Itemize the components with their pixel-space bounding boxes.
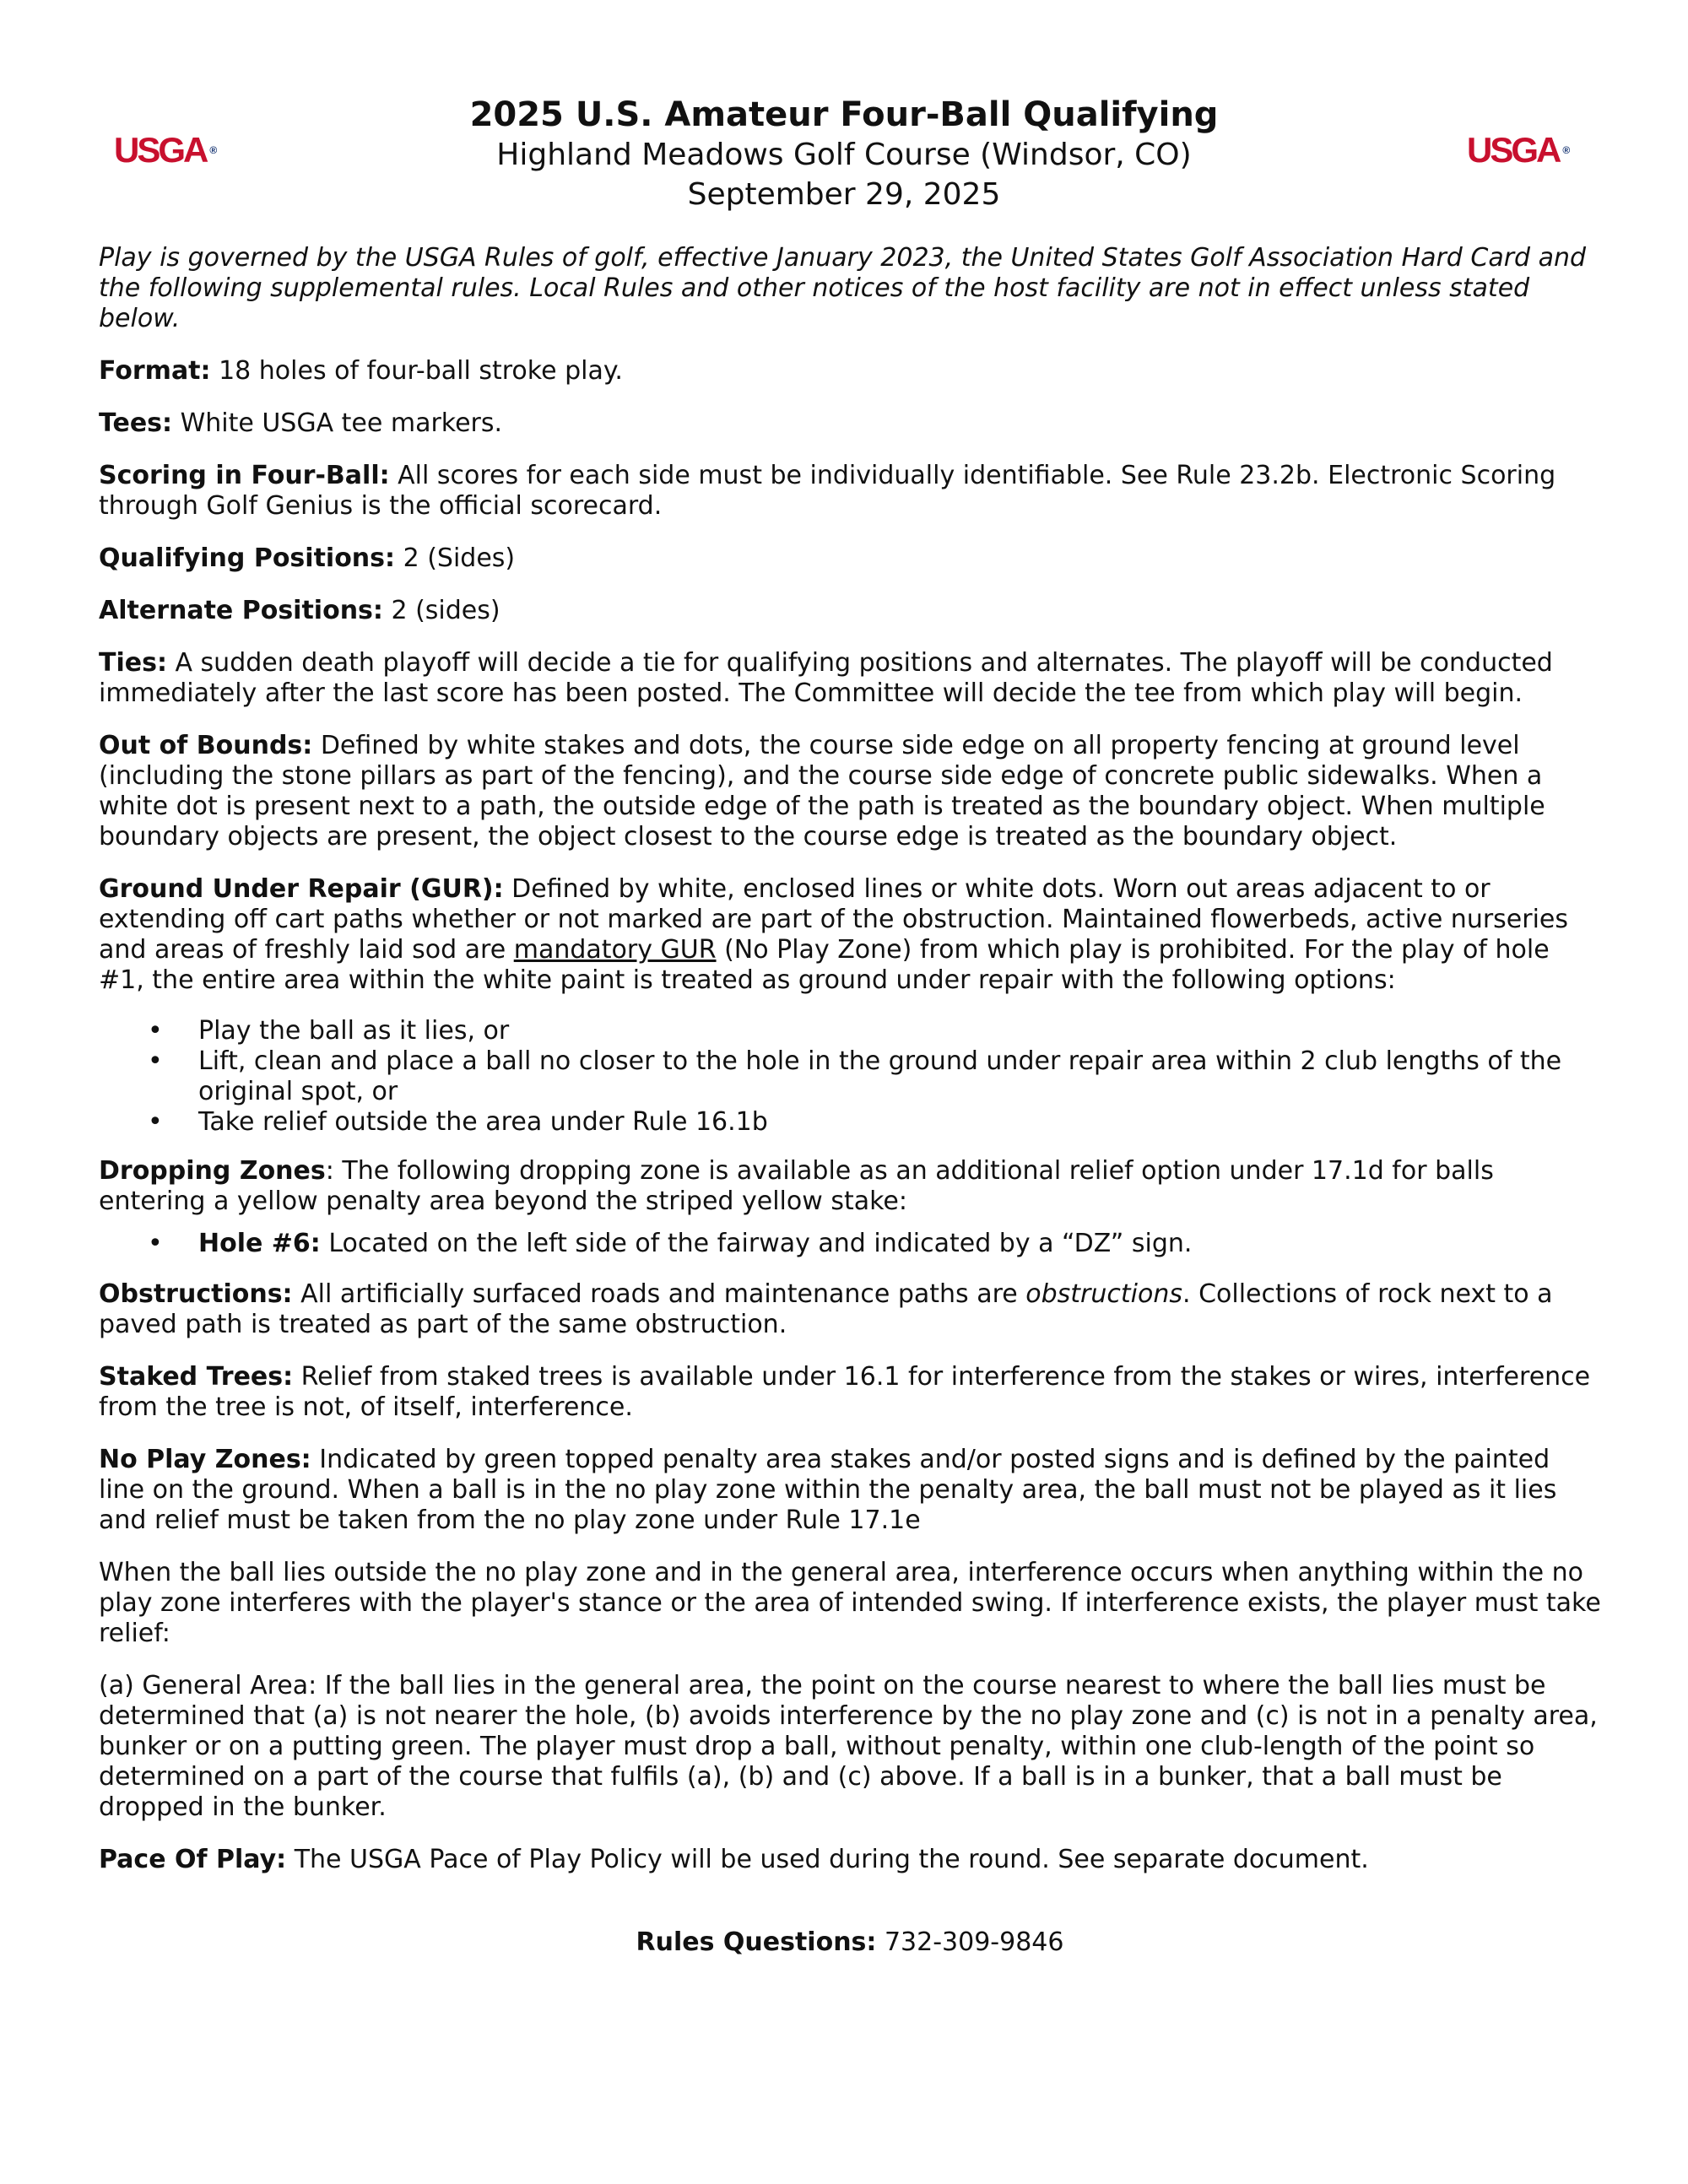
- qualifying-text: 2 (Sides): [395, 543, 516, 573]
- gur-options-list: [99, 1016, 1601, 1138]
- oob-text: Defined by white stakes and dots, the course side edge on all property fencing at ground level (including the stone pillars as part of the fencing), and the course side edge of concrete public sidewalks. When a white dot is present next to a path, the outside edge of the path is treated as the boundary object. When multiple boundary objects are present, the object closest to the course edge is treated as the boundary object.: [99, 731, 1545, 851]
- header: [0, 95, 1688, 230]
- dropping-zone-list: [99, 1229, 1601, 1259]
- dropping-text: : The following dropping zone is available as an additional relief option under 17.1d for balls entering a yellow penalty area beyond the striped yellow stake:: [99, 1156, 1494, 1216]
- rules-questions: [99, 1927, 1601, 1958]
- gur-text-before: Defined by white, enclosed lines or white dots. Worn out areas adjacent to or extending off cart paths whether or not marked are part of the obstruction. Maintained flowerbeds, active nurseries and areas of freshly laid sod are: [99, 874, 1569, 965]
- gur-section: [99, 874, 1601, 996]
- alternate-label: Alternate Positions:: [99, 596, 383, 625]
- tees-section: [99, 408, 1601, 439]
- usga-logo-left: [114, 132, 217, 169]
- intro-paragraph: Play is governed by the USGA Rules of golf, effective January 2023, the United States Golf Association Hard Card and the following supplemental rules. Local Rules and other notices of the host facility are not in effect unless stated below.: [99, 243, 1587, 333]
- ties-section: [99, 648, 1601, 709]
- ties-text: A sudden death playoff will decide a tie for qualifying positions and alternates. The playoff will be conducted immediately after the last score has been posted. The Committee will decide the tee from which play will begin.: [99, 648, 1553, 708]
- staked-trees-label: Staked Trees:: [99, 1362, 294, 1392]
- tees-label: Tees:: [99, 408, 173, 438]
- qualifying-section: [99, 543, 1601, 574]
- scoring-section: [99, 461, 1601, 522]
- staked-trees-text: Relief from staked trees is available under 16.1 for interference from the stakes or wires, interference from the tree is not, of itself, interference.: [99, 1362, 1591, 1422]
- obstructions-italic: obstructions: [1025, 1279, 1182, 1309]
- document-title: 2025 U.S. Amateur Four-Ball Qualifying: [469, 95, 1219, 134]
- registered-mark-icon: ®: [209, 144, 218, 156]
- no-play-zones-paragraph-2: When the ball lies outside the no play zone and in the general area, interference occurs when anything within the no play zone interferes with the player's stance or the area of intended swing. If interference exists, the player must take relief:: [99, 1558, 1601, 1648]
- pace-of-play-section: [99, 1845, 1601, 1875]
- rules-questions-label: Rules Questions:: [636, 1927, 877, 1957]
- format-text: 18 holes of four-ball stroke play.: [210, 356, 623, 386]
- list-item: • Take relief outside the area under Rule 16.1b: [198, 1107, 1601, 1138]
- usga-logo-right-text: USGA: [1467, 130, 1560, 170]
- alternate-section: [99, 596, 1601, 626]
- title-block: [338, 95, 1350, 214]
- oob-label: Out of Bounds:: [99, 731, 313, 760]
- registered-mark-icon: ®: [1562, 144, 1571, 156]
- list-item: • Lift, clean and place a ball no closer to the hole in the ground under repair area within 2 club lengths of the original spot, or: [198, 1046, 1601, 1107]
- rules-content: [99, 243, 1601, 1980]
- no-play-zones-section: [99, 1445, 1601, 1536]
- dropping-label: Dropping Zones: [99, 1156, 326, 1186]
- staked-trees-section: [99, 1362, 1601, 1423]
- no-play-zones-label: No Play Zones:: [99, 1445, 311, 1474]
- scoring-text: All scores for each side must be individually identifiable. See Rule 23.2b. Electronic Scoring through Golf Genius is the official scorecard.: [99, 461, 1556, 521]
- usga-logo-right: [1467, 132, 1570, 169]
- oob-section: [99, 731, 1601, 852]
- format-section: [99, 356, 1601, 387]
- ties-label: Ties:: [99, 648, 167, 678]
- no-play-zones-text: Indicated by green topped penalty area stakes and/or posted signs and is defined by the painted line on the ground. When a ball is in the no play zone within the penalty area, the ball must not be played as it lies and relief must be taken from the no play zone under Rule 17.1e: [99, 1445, 1557, 1535]
- alternate-text: 2 (sides): [382, 596, 500, 625]
- qualifying-label: Qualifying Positions:: [99, 543, 396, 573]
- event-date: September 29, 2025: [687, 177, 1001, 212]
- obstructions-text-before: All artificially surfaced roads and maintenance paths are: [292, 1279, 1026, 1309]
- hole-6-text: Located on the left side of the fairway and indicated by a “DZ” sign.: [320, 1229, 1193, 1258]
- obstructions-label: Obstructions:: [99, 1279, 293, 1309]
- format-label: Format:: [99, 356, 211, 386]
- no-play-zones-paragraph-3: (a) General Area: If the ball lies in the general area, the point on the course nearest to where the ball lies must be determined that (a) is not nearer the hole, (b) avoids interference by the no play zone and (c) is not in a penalty area, bunker or on a putting green. The player must drop a ball, without penalty, within one club-length of the point so determined on a part of the course that fulfils (a), (b) and (c) above. If a ball is in a bunker, that a ball must be dropped in the bunker.: [99, 1671, 1598, 1822]
- usga-logo-left-text: USGA: [114, 130, 207, 170]
- dropping-section: [99, 1156, 1601, 1217]
- rules-questions-phone: 732-309-9846: [876, 1927, 1064, 1957]
- list-item: [198, 1229, 1601, 1259]
- pace-of-play-label: Pace Of Play:: [99, 1845, 287, 1874]
- obstructions-text-after: . Collections of rock next to a paved path is treated as part of the same obstruction.: [99, 1279, 1553, 1339]
- gur-text-after: (No Play Zone) from which play is prohibited. For the play of hole #1, the entire area within the white paint is treated as ground under repair with the following options:: [99, 935, 1550, 995]
- hole-6-label: Hole #6:: [198, 1229, 321, 1258]
- gur-label: Ground Under Repair (GUR):: [99, 874, 504, 904]
- course-name: Highland Meadows Golf Course (Windsor, CO): [496, 138, 1192, 172]
- obstructions-section: [99, 1279, 1601, 1340]
- scoring-label: Scoring in Four-Ball:: [99, 461, 390, 490]
- tees-text: White USGA tee markers.: [172, 408, 503, 438]
- mandatory-gur-link: mandatory GUR: [513, 935, 717, 965]
- list-item: • Play the ball as it lies, or: [198, 1016, 1601, 1046]
- pace-of-play-text: The USGA Pace of Play Policy will be used during the round. See separate document.: [286, 1845, 1369, 1874]
